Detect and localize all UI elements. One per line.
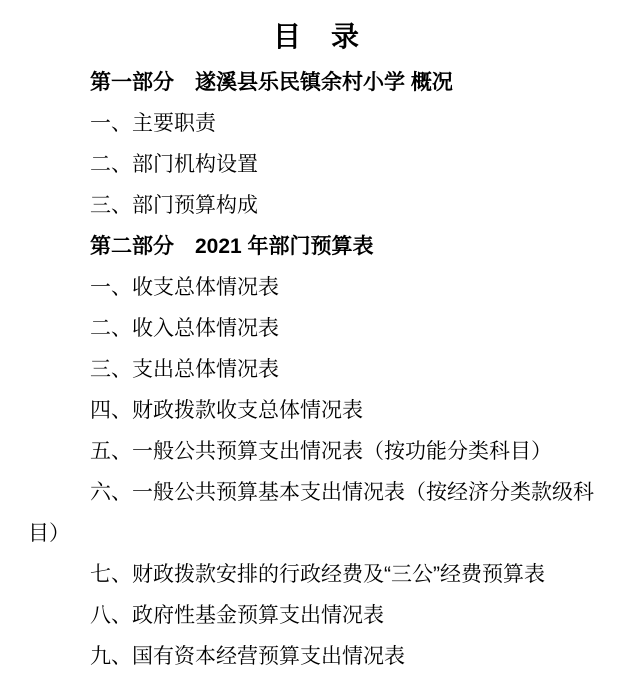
table-of-contents [0,54,633,677]
page-title: 目 录 [272,21,360,52]
toc-entry: 三、支出总体情况表 [90,358,279,381]
toc-entry: 一、主要职责 [90,112,216,135]
toc-entry: 七、财政拨款安排的行政经费及“三公”经费预算表 [90,563,545,586]
toc-entry: 一、收支总体情况表 [90,276,279,299]
toc-entry: 二、部门机构设置 [90,153,258,176]
toc-section-heading-part1: 第一部分 遂溪县乐民镇余村小学 概况 [90,71,453,94]
toc-entry: 二、收入总体情况表 [90,317,279,340]
toc-entry: 四、财政拨款收支总体情况表 [90,399,363,422]
toc-entry: 八、政府性基金预算支出情况表 [90,604,384,627]
toc-entry: 三、部门预算构成 [90,194,258,217]
toc-entry: 六、一般公共预算基本支出情况表（按经济分类款级科目） [28,481,594,545]
toc-section-heading-part2: 第二部分 2021 年部门预算表 [90,235,374,258]
toc-entry: 九、国有资本经营预算支出情况表 [90,645,405,668]
toc-entry: 五、一般公共预算支出情况表（按功能分类科目） [90,440,552,463]
